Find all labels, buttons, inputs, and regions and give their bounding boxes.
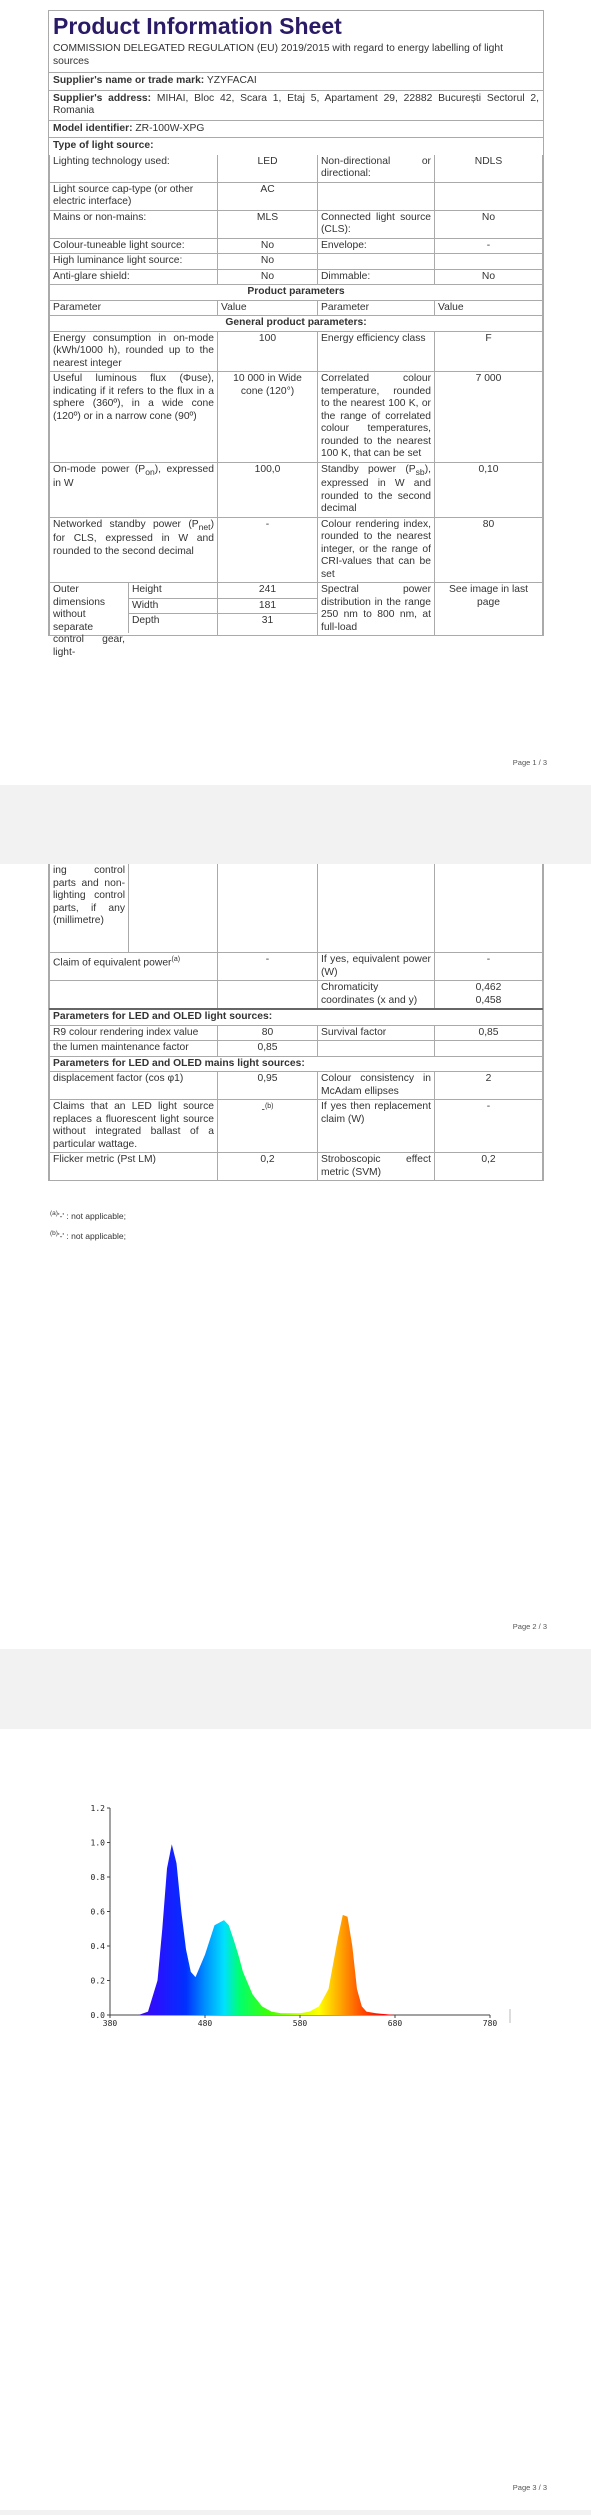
table-row: Useful luminous flux (Φuse), indicating if it refers to the flux in a sphere (360º), in a wide cone (120º) or in a narrow cone (90º) 10 000 in Wide cone (120°) Correlated colour temperature, rounded to the nearest 100 K, or the range of correlated colour temperatures, rounded to the nearest 100 K, that can be set 7 000 [50, 372, 543, 463]
page-3 [0, 1729, 591, 2510]
model-label: Model identifier: [53, 122, 133, 134]
table-row: High luminance light source: No [50, 254, 543, 270]
page-1 [0, 0, 591, 785]
supplier-address-row [49, 91, 543, 121]
led-parameters-heading: Parameters for LED and OLED light sources: [50, 1009, 543, 1025]
type-heading: Type of light source: [53, 140, 154, 151]
x-tick-label: 580 [292, 2019, 308, 2028]
info-sheet-frame [48, 10, 544, 658]
supplier-name: YZYFACAI [206, 75, 257, 86]
supplier-name-label: Supplier's name or trade mark: [53, 75, 205, 86]
table-row: Light source cap-type (or other electric interface) AC [50, 182, 543, 210]
table-row: Claim of equivalent power$^{(a)}$ - If yes, equivalent power (W) - [50, 953, 543, 981]
y-tick-label: 0.6 [90, 1907, 105, 1917]
table-row: Lighting technology used: LED Non-directional or directional: NDLS [50, 155, 543, 183]
x-tick-label: 380 [102, 2019, 118, 2028]
model-row [49, 121, 543, 139]
y-tick-label: 1.0 [90, 1838, 105, 1848]
table-row: displacement factor (cos φ1) 0,95 Colour consistency in McAdam ellipses 2 [50, 1072, 543, 1100]
supplier-name-row [49, 73, 543, 91]
model-identifier: ZR-100W-XPG [135, 122, 205, 134]
product-parameters-heading: Product parameters [50, 285, 543, 301]
table-row [50, 1009, 543, 1025]
footnote-a: $^{(a)}$'-' : not applicable; [50, 1210, 126, 1221]
type-table [49, 155, 543, 658]
x-tick-label: 480 [197, 2019, 213, 2028]
spectral-power-distribution-chart [0, 1729, 591, 2510]
table-row [50, 316, 543, 332]
supplier-address-label: Supplier's address: [53, 92, 152, 104]
table-row: Colour-tuneable light source: No Envelope: - [50, 238, 543, 254]
table-row: Energy consumption in on-mode (kWh/1000 h), rounded up to the nearest integer 100 Energy efficiency class F [50, 331, 543, 372]
y-tick-label: 0.0 [90, 2011, 105, 2020]
document-title: Product Information Sheet [53, 13, 342, 39]
table-row: the lumen maintenance factor 0,85 [50, 1041, 543, 1057]
table-row: Networked standby power $(P_{net})$ for CLS, expressed in W and rounded to the second decimal - Colour rendering index, rounded to the nearest integer, or the range of CRI-values that can be set 80 [50, 517, 543, 583]
table-row [50, 1056, 543, 1072]
y-tick-label: 0.2 [90, 1976, 105, 1986]
y-tick-label: 1.2 [90, 1804, 105, 1813]
table-row: On-mode power $(P_{on})$, expressed in W 100,0 Standby power $(P_{sb})$, expressed in W and rounded to the second decimal 0,10 [50, 462, 543, 517]
y-tick-label: 0.4 [90, 1942, 105, 1951]
mains-parameters-heading: Parameters for LED and OLED mains light sources: [50, 1056, 543, 1072]
page-number: Page 2 / 3 [512, 1622, 547, 1631]
spectrum-area [110, 1844, 490, 2015]
table-row: Chromaticity coordinates (x and y) 0,462 0,458 [50, 981, 543, 1010]
supplier-address: MIHAI, Bloc 42, Scara 1, Etaj 5, Apartament 29, 22882 București Sectorul 2, Romania [53, 92, 539, 116]
table-row [50, 285, 543, 301]
table-row: Anti-glare shield: No Dimmable: No [50, 269, 543, 285]
page-2 [0, 864, 591, 1649]
regulation-text: COMMISSION DELEGATED REGULATION (EU) 2019/2015 with regard to energy labelling of light sources [49, 40, 543, 73]
parameters-table-continued [49, 864, 543, 1181]
table-row: ing control parts and non-lighting control parts, if any (millimetre) [50, 864, 543, 953]
table-row: R9 colour rendering index value 80 Survival factor 0,85 [50, 1025, 543, 1041]
page-number: Page 3 / 3 [512, 2483, 547, 2492]
table-row: Claims that an LED light source replaces a fluorescent light source without integrated ballast of a particular wattage. -$^{(b)}$ If yes then replacement claim (W) - [50, 1100, 543, 1153]
table-header-row: Parameter Value Parameter Value [50, 300, 543, 316]
table-row: Outer dimensions without separate control gear, light- Height Width Depth 241 181 31 Spectral power distribution in the range 250 nm to 800 nm, at full-load See image in last page [50, 583, 543, 636]
table-row: Flicker metric (Pst LM) 0,2 Stroboscopic effect metric (SVM) 0,2 [50, 1153, 543, 1181]
footnote-b: $^{(b)}$'-' : not applicable; [50, 1230, 126, 1241]
y-tick-label: 0.8 [90, 1873, 105, 1882]
general-parameters-heading: General product parameters: [50, 316, 543, 332]
info-sheet-frame [48, 864, 544, 1181]
x-tick-label: 780 [482, 2019, 498, 2028]
table-row: Mains or non-mains: MLS Connected light source (CLS): No [50, 210, 543, 238]
page-number: Page 1 / 3 [512, 758, 547, 767]
x-tick-label: 680 [387, 2019, 403, 2028]
